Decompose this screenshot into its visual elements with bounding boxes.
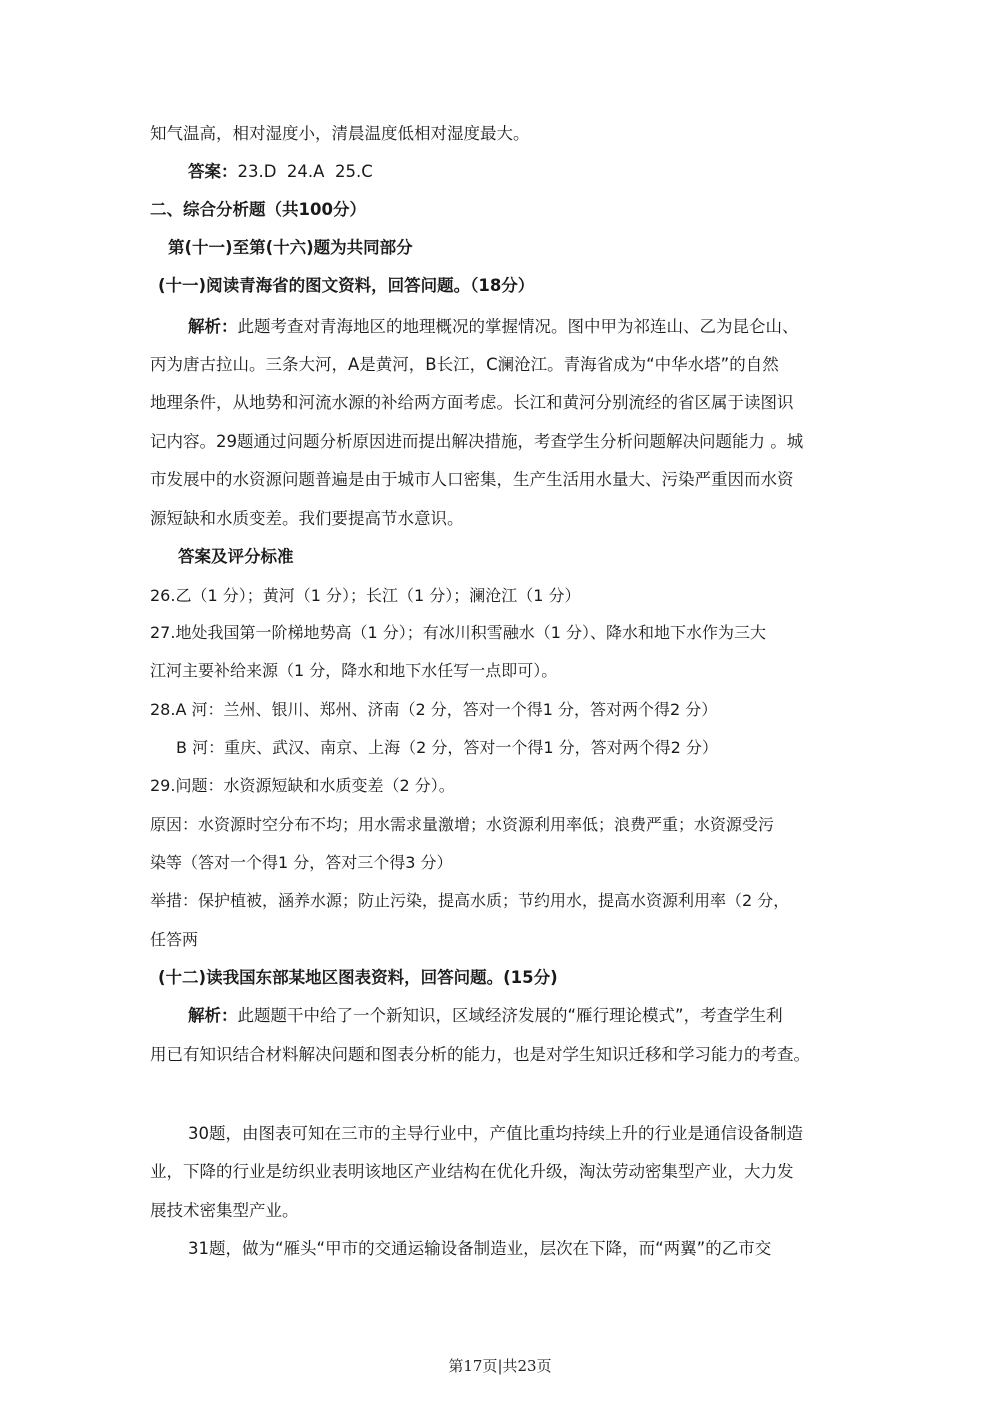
text-line: 31题，做为“雁头“甲市的交通运输设备制造业，层次在下降，而“两翼”的乙市交 <box>188 1239 772 1258</box>
answer-item: 26.乙（1 分）；黄河（1 分）；长江（1 分）；澜沧江（1 分） <box>150 586 581 605</box>
text-line: 用已有知识结合材料解决问题和图表分析的能力，也是对学生知识迁移和学习能力的考查。 <box>150 1045 810 1064</box>
page-number: 第17页|共23页 <box>448 1357 552 1375</box>
answer-line <box>188 160 893 184</box>
text-line: 展技术密集型产业。 <box>150 1201 299 1220</box>
text-line: 知气温高，相对湿度小，清晨温度低相对湿度最大。 <box>150 124 530 143</box>
text-line: 丙为唐古拉山。三条大河，A是黄河，B长江，C澜沧江。青海省成为“中华水塔”的自然 <box>150 355 779 374</box>
answer-label: 答案： <box>188 162 238 181</box>
answer-item: 原因：水资源时空分布不均；用水需求量激增；水资源利用率低；浪费严重；水资源受污 <box>150 815 775 834</box>
text-line: 30题，由图表可知在三市的主导行业中，产值比重均持续上升的行业是通信设备制造 <box>188 1124 803 1143</box>
section-heading: 二、综合分析题（共100分） <box>150 200 366 219</box>
question-heading: (十二)读我国东部某地区图表资料，回答问题。(15分) <box>158 968 558 987</box>
text-line: 源短缺和水质变差。我们要提高节水意识。 <box>150 509 464 528</box>
answer-item: B 河：重庆、武汉、南京、上海（2 分，答对一个得1 分，答对两个得2 分） <box>176 738 718 757</box>
text-line: 市发展中的水资源问题普遍是由于城市人口密集，生产生活用水量大、污染严重因而水资 <box>150 470 794 489</box>
text-line: 地理条件，从地势和河流水源的补给两方面考虑。长江和黄河分别流经的省区属于读图识 <box>150 393 794 412</box>
analysis-label: 解析： <box>188 1006 238 1025</box>
answer-item: 举措：保护植被，涵养水源；防止污染，提高水质；节约用水，提高水资源利用率（2 分， <box>150 891 790 910</box>
analysis-line <box>188 315 855 339</box>
question-heading: (十一)阅读青海省的图文资料，回答问题。（18分） <box>158 276 535 295</box>
answer-item: 任答两 <box>150 930 199 949</box>
answer-item: 江河主要补给来源（1 分，降水和地下水任写一点即可）。 <box>150 661 558 680</box>
text-line: 业，下降的行业是纺织业表明该地区产业结构在优化升级，淘汰劳动密集型产业，大力发 <box>150 1162 794 1181</box>
analysis-line <box>188 1004 855 1028</box>
analysis-text: 此题题干中给了一个新知识，区域经济发展的“雁行理论模式”，考查学生利 <box>237 1006 783 1025</box>
subsection-heading: 第(十一)至第(十六)题为共同部分 <box>168 238 413 257</box>
answer-heading: 答案及评分标准 <box>178 547 294 566</box>
analysis-text: 此题考查对青海地区的地理概况的掌握情况。图中甲为祁连山、乙为昆仑山、 <box>237 317 799 336</box>
answer-item: 29.问题：水资源短缺和水质变差（2 分）。 <box>150 776 455 795</box>
text-line: 记内容。29题通过问题分析原因进而提出解决措施，考查学生分析问题解决问题能力 。城 <box>150 432 804 451</box>
answer-value: 23.D 24.A 25.C <box>237 162 373 181</box>
answer-item: 27.地处我国第一阶梯地势高（1 分）；有冰川积雪融水（1 分）、降水和地下水作为三大 <box>150 623 766 642</box>
answer-item: 28.A 河：兰州、银川、郑州、济南（2 分，答对一个得1 分，答对两个得2 分） <box>150 700 718 719</box>
analysis-label: 解析： <box>188 317 238 336</box>
answer-item: 染等（答对一个得1 分，答对三个得3 分） <box>150 853 453 872</box>
